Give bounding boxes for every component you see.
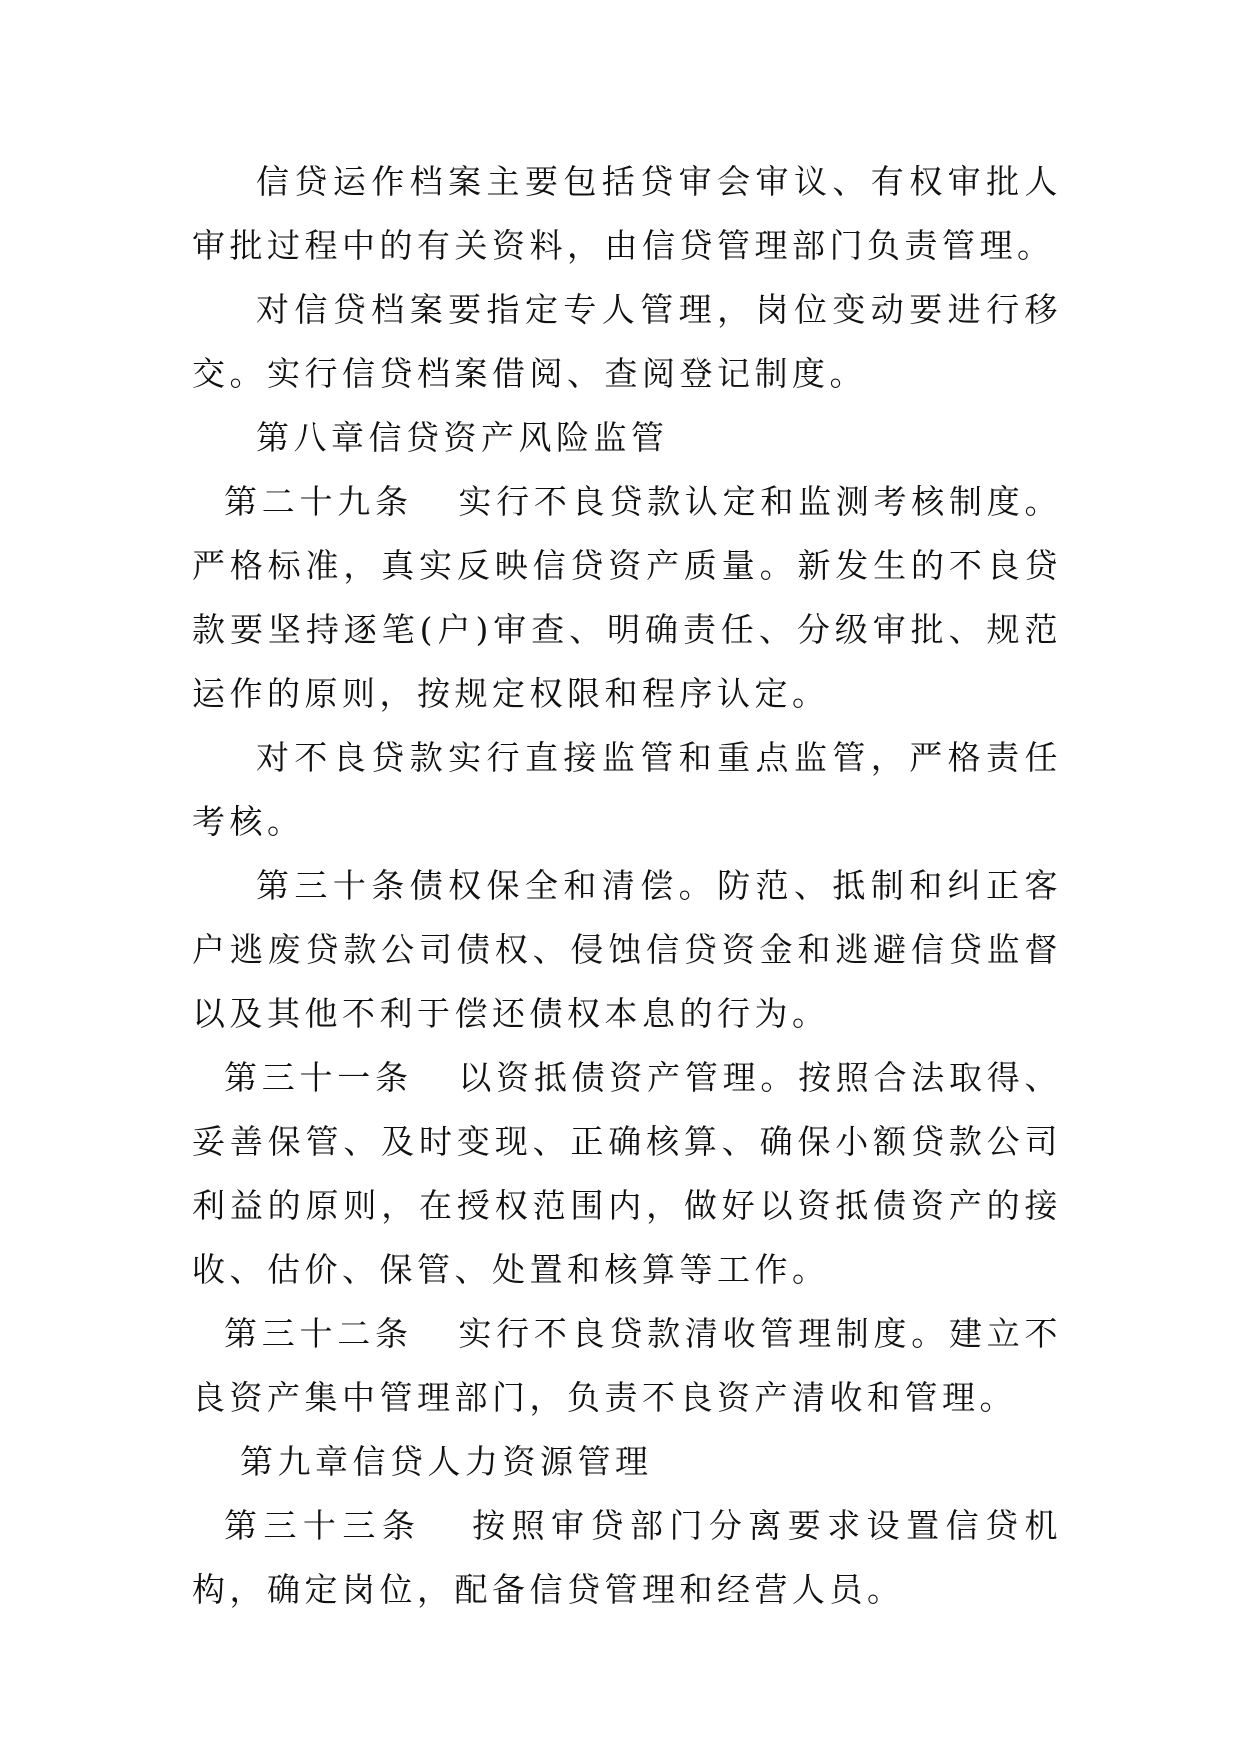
chapter-8-heading: 第八章信贷资产风险监管 xyxy=(256,418,669,457)
paragraph-archive-custody: 对信贷档案要指定专人管理，岗位变动要进行移交。实行信贷档案借阅、查阅登记制度。 xyxy=(192,290,1062,393)
article-33-number: 第三十三条 xyxy=(224,1506,422,1545)
chapter-9-heading: 第九章信贷人力资源管理 xyxy=(240,1442,653,1481)
article-29-text: 实行不良贷款认定和监测考核制度。严格标准，真实反映信贷资产质量。新发生的不良贷款要坚持逐笔(户)审查、明确责任、分级审批、规范运作的原则，按规定权限和程序认定。 xyxy=(192,482,1063,713)
article-31-text: 以资抵债资产管理。按照合法取得、妥善保管、及时变现、正确核算、确保小额贷款公司利益的原则，在授权范围内，做好以资抵债资产的接收、估价、保管、处置和核算等工作。 xyxy=(192,1058,1063,1289)
article-33 xyxy=(192,1494,1062,1622)
article-31 xyxy=(192,1046,1062,1302)
article-32-number: 第三十二条 xyxy=(224,1314,413,1353)
article-33-text: 按照审贷部门分离要求设置信贷机构，确定岗位，配备信贷管理和经营人员。 xyxy=(192,1506,1062,1609)
article-32 xyxy=(192,1302,1062,1430)
article-32-text: 实行不良贷款清收管理制度。建立不良资产集中管理部门，负责不良资产清收和管理。 xyxy=(192,1314,1063,1417)
paragraph-bad-loan-supervision: 对不良贷款实行直接监管和重点监管，严格责任考核。 xyxy=(192,738,1062,841)
article-29 xyxy=(192,470,1062,726)
document-body xyxy=(192,150,1062,1622)
paragraph-credit-operation-archives: 信贷运作档案主要包括贷审会审议、有权审批人审批过程中的有关资料，由信贷管理部门负责管理。 xyxy=(192,162,1062,265)
article-31-number: 第三十一条 xyxy=(224,1058,413,1097)
article-29-number: 第二十九条 xyxy=(224,482,413,521)
article-30: 第三十条债权保全和清偿。防范、抵制和纠正客户逃废贷款公司债权、侵蚀信贷资金和逃避信贷监督以及其他不利于偿还债权本息的行为。 xyxy=(192,866,1062,1033)
